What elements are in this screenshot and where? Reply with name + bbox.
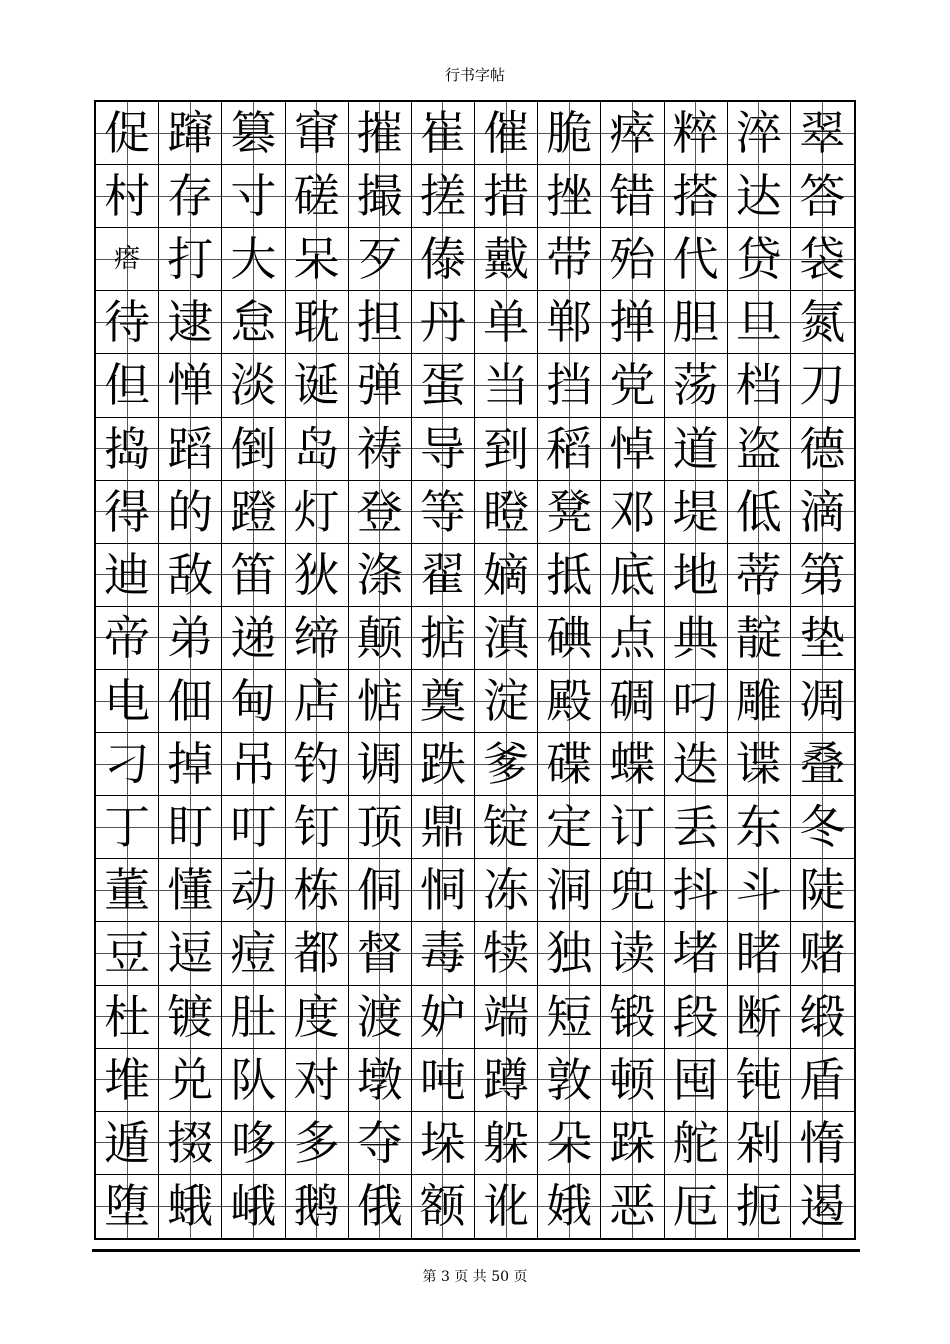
char-cell: 蒂: [728, 544, 791, 607]
char-cell: 谍: [728, 733, 791, 796]
char-cell: 蝶: [601, 733, 664, 796]
page-header: 行书字帖: [444, 66, 505, 84]
char-cell: 弹: [349, 354, 412, 417]
char-cell: 笛: [222, 544, 285, 607]
char-cell: 丁: [96, 796, 159, 859]
char-cell: 邓: [601, 481, 664, 544]
char-cell: 抵: [538, 544, 601, 607]
char-cell: 遁: [96, 1112, 159, 1175]
char-cell: 订: [601, 796, 664, 859]
char-cell: 堵: [665, 922, 728, 985]
char-cell: 毒: [412, 922, 475, 985]
char-cell: 戴: [475, 228, 538, 291]
char-cell: 呆: [286, 228, 349, 291]
char-cell: 堤: [665, 481, 728, 544]
char-cell: 遏: [791, 1175, 854, 1238]
char-cell: 多: [286, 1112, 349, 1175]
char-cell: 蛋: [412, 354, 475, 417]
char-cell: 窜: [286, 102, 349, 165]
char-cell: 傣: [412, 228, 475, 291]
char-cell: 当: [475, 354, 538, 417]
char-cell: 夺: [349, 1112, 412, 1175]
character-grid: [94, 100, 856, 1240]
char-cell: 恫: [412, 859, 475, 922]
char-cell: 靛: [728, 607, 791, 670]
char-cell: 错: [601, 165, 664, 228]
char-cell: 肚: [222, 986, 285, 1049]
char-cell: 爹: [475, 733, 538, 796]
char-cell: 叠: [791, 733, 854, 796]
char-cell: 剁: [728, 1112, 791, 1175]
char-cell: 倒: [222, 418, 285, 481]
char-cell: 兑: [159, 1049, 222, 1112]
char-cell: 叮: [222, 796, 285, 859]
char-cell: 痘: [222, 922, 285, 985]
char-cell: 鹅: [286, 1175, 349, 1238]
char-cell: 淬: [728, 102, 791, 165]
char-cell: 董: [96, 859, 159, 922]
char-cell: 怠: [222, 291, 285, 354]
char-cell: 逮: [159, 291, 222, 354]
char-cell: 档: [728, 354, 791, 417]
char-cell: 答: [791, 165, 854, 228]
char-cell: 定: [538, 796, 601, 859]
char-cell: 胆: [665, 291, 728, 354]
char-cell: 钝: [728, 1049, 791, 1112]
char-cell: 耽: [286, 291, 349, 354]
char-cell: 豆: [96, 922, 159, 985]
char-cell: 队: [222, 1049, 285, 1112]
char-cell: 村: [96, 165, 159, 228]
char-cell: 篡: [222, 102, 285, 165]
char-cell: 滇: [475, 607, 538, 670]
char-cell: 店: [286, 670, 349, 733]
char-cell: 厄: [665, 1175, 728, 1238]
char-cell: 锻: [601, 986, 664, 1049]
char-cell: 跺: [601, 1112, 664, 1175]
char-cell: 翠: [791, 102, 854, 165]
char-cell: 敌: [159, 544, 222, 607]
char-cell: 鼎: [412, 796, 475, 859]
char-cell: 躲: [475, 1112, 538, 1175]
char-cell: 俄: [349, 1175, 412, 1238]
char-cell: 蹿: [159, 102, 222, 165]
char-cell: 贷: [728, 228, 791, 291]
char-cell: 掇: [159, 1112, 222, 1175]
char-cell: 惮: [159, 354, 222, 417]
char-cell: 缎: [791, 986, 854, 1049]
char-cell: 存: [159, 165, 222, 228]
char-cell: 措: [475, 165, 538, 228]
char-cell: 墩: [349, 1049, 412, 1112]
char-cell: 寸: [222, 165, 285, 228]
char-cell: 犊: [475, 922, 538, 985]
char-cell: 代: [665, 228, 728, 291]
char-cell: 逗: [159, 922, 222, 985]
char-cell: 淡: [222, 354, 285, 417]
char-cell: 搓: [412, 165, 475, 228]
char-cell: 荡: [665, 354, 728, 417]
char-cell: 蹬: [222, 481, 285, 544]
char-cell: 短: [538, 986, 601, 1049]
char-cell: 囤: [665, 1049, 728, 1112]
char-cell: 瞪: [475, 481, 538, 544]
char-cell: 惦: [349, 670, 412, 733]
char-cell: 达: [728, 165, 791, 228]
char-cell: 讹: [475, 1175, 538, 1238]
char-cell: 敦: [538, 1049, 601, 1112]
char-cell: 帝: [96, 607, 159, 670]
char-cell: 递: [222, 607, 285, 670]
char-cell: 促: [96, 102, 159, 165]
char-cell: 弟: [159, 607, 222, 670]
char-cell: 扼: [728, 1175, 791, 1238]
char-cell: 地: [665, 544, 728, 607]
char-cell: 但: [96, 354, 159, 417]
char-cell: 兜: [601, 859, 664, 922]
char-cell: 渡: [349, 986, 412, 1049]
char-cell: 颠: [349, 607, 412, 670]
char-cell: 迪: [96, 544, 159, 607]
char-cell: 德: [791, 418, 854, 481]
char-cell: 哆: [222, 1112, 285, 1175]
char-cell: 道: [665, 418, 728, 481]
char-cell: 点: [601, 607, 664, 670]
char-cell: 钉: [286, 796, 349, 859]
char-cell: 蛾: [159, 1175, 222, 1238]
char-cell: 登: [349, 481, 412, 544]
char-cell: 盾: [791, 1049, 854, 1112]
char-cell: 妒: [412, 986, 475, 1049]
char-cell: 冻: [475, 859, 538, 922]
char-cell: 雕: [728, 670, 791, 733]
char-cell: 氮: [791, 291, 854, 354]
char-cell: 峨: [222, 1175, 285, 1238]
char-cell: 殆: [601, 228, 664, 291]
char-cell: 丹: [412, 291, 475, 354]
char-cell: 瘩: [96, 228, 159, 291]
char-cell: 蹲: [475, 1049, 538, 1112]
char-cell: 得: [96, 481, 159, 544]
char-cell: 催: [475, 102, 538, 165]
char-cell: 捣: [96, 418, 159, 481]
char-cell: 佃: [159, 670, 222, 733]
char-cell: 栋: [286, 859, 349, 922]
char-cell: 第: [791, 544, 854, 607]
char-cell: 脆: [538, 102, 601, 165]
char-cell: 掂: [412, 607, 475, 670]
char-cell: 郸: [538, 291, 601, 354]
char-cell: 待: [96, 291, 159, 354]
char-cell: 斗: [728, 859, 791, 922]
char-cell: 凋: [791, 670, 854, 733]
char-cell: 镀: [159, 986, 222, 1049]
char-cell: 对: [286, 1049, 349, 1112]
char-cell: 诞: [286, 354, 349, 417]
char-cell: 瘁: [601, 102, 664, 165]
char-cell: 搭: [665, 165, 728, 228]
char-cell: 到: [475, 418, 538, 481]
char-cell: 碘: [538, 607, 601, 670]
char-cell: 底: [601, 544, 664, 607]
char-cell: 吊: [222, 733, 285, 796]
char-cell: 旦: [728, 291, 791, 354]
char-cell: 都: [286, 922, 349, 985]
char-cell: 刀: [791, 354, 854, 417]
char-cell: 吨: [412, 1049, 475, 1112]
char-cell: 端: [475, 986, 538, 1049]
char-cell: 甸: [222, 670, 285, 733]
char-cell: 粹: [665, 102, 728, 165]
char-cell: 锭: [475, 796, 538, 859]
char-cell: 袋: [791, 228, 854, 291]
char-cell: 跌: [412, 733, 475, 796]
char-cell: 陡: [791, 859, 854, 922]
char-cell: 凳: [538, 481, 601, 544]
char-cell: 恶: [601, 1175, 664, 1238]
char-cell: 涤: [349, 544, 412, 607]
char-cell: 朵: [538, 1112, 601, 1175]
char-cell: 堆: [96, 1049, 159, 1112]
char-cell: 悼: [601, 418, 664, 481]
char-cell: 掉: [159, 733, 222, 796]
char-cell: 导: [412, 418, 475, 481]
char-cell: 淀: [475, 670, 538, 733]
char-cell: 摧: [349, 102, 412, 165]
char-cell: 蹈: [159, 418, 222, 481]
char-cell: 调: [349, 733, 412, 796]
char-cell: 舵: [665, 1112, 728, 1175]
char-cell: 担: [349, 291, 412, 354]
char-cell: 冬: [791, 796, 854, 859]
char-cell: 侗: [349, 859, 412, 922]
char-cell: 度: [286, 986, 349, 1049]
char-cell: 赌: [791, 922, 854, 985]
char-cell: 带: [538, 228, 601, 291]
char-cell: 岛: [286, 418, 349, 481]
char-cell: 奠: [412, 670, 475, 733]
char-cell: 东: [728, 796, 791, 859]
page-footer: 第 3 页 共 50 页: [422, 1269, 528, 1285]
char-cell: 抖: [665, 859, 728, 922]
char-cell: 灯: [286, 481, 349, 544]
char-cell: 缔: [286, 607, 349, 670]
char-cell: 懂: [159, 859, 222, 922]
char-cell: 掸: [601, 291, 664, 354]
char-cell: 督: [349, 922, 412, 985]
char-cell: 的: [159, 481, 222, 544]
footer-rule: [92, 1249, 860, 1252]
char-cell: 翟: [412, 544, 475, 607]
char-cell: 丢: [665, 796, 728, 859]
char-cell: 崔: [412, 102, 475, 165]
char-cell: 挡: [538, 354, 601, 417]
char-cell: 杜: [96, 986, 159, 1049]
char-cell: 睹: [728, 922, 791, 985]
char-cell: 歹: [349, 228, 412, 291]
char-cell: 堕: [96, 1175, 159, 1238]
char-cell: 狄: [286, 544, 349, 607]
char-cell: 碉: [601, 670, 664, 733]
char-cell: 殿: [538, 670, 601, 733]
char-cell: 盗: [728, 418, 791, 481]
char-cell: 撮: [349, 165, 412, 228]
char-cell: 盯: [159, 796, 222, 859]
char-cell: 惰: [791, 1112, 854, 1175]
char-cell: 断: [728, 986, 791, 1049]
char-cell: 顿: [601, 1049, 664, 1112]
char-cell: 稻: [538, 418, 601, 481]
char-cell: 读: [601, 922, 664, 985]
char-cell: 钓: [286, 733, 349, 796]
char-cell: 党: [601, 354, 664, 417]
char-cell: 额: [412, 1175, 475, 1238]
char-cell: 迭: [665, 733, 728, 796]
char-cell: 低: [728, 481, 791, 544]
char-cell: 段: [665, 986, 728, 1049]
char-cell: 垫: [791, 607, 854, 670]
char-cell: 叼: [665, 670, 728, 733]
char-cell: 电: [96, 670, 159, 733]
char-cell: 磋: [286, 165, 349, 228]
char-cell: 大: [222, 228, 285, 291]
char-cell: 垛: [412, 1112, 475, 1175]
char-cell: 洞: [538, 859, 601, 922]
char-cell: 典: [665, 607, 728, 670]
char-cell: 刁: [96, 733, 159, 796]
char-cell: 挫: [538, 165, 601, 228]
char-cell: 等: [412, 481, 475, 544]
char-cell: 碟: [538, 733, 601, 796]
char-cell: 动: [222, 859, 285, 922]
char-cell: 祷: [349, 418, 412, 481]
char-cell: 娥: [538, 1175, 601, 1238]
char-cell: 嫡: [475, 544, 538, 607]
char-cell: 滴: [791, 481, 854, 544]
char-cell: 打: [159, 228, 222, 291]
char-cell: 单: [475, 291, 538, 354]
char-cell: 独: [538, 922, 601, 985]
char-cell: 顶: [349, 796, 412, 859]
